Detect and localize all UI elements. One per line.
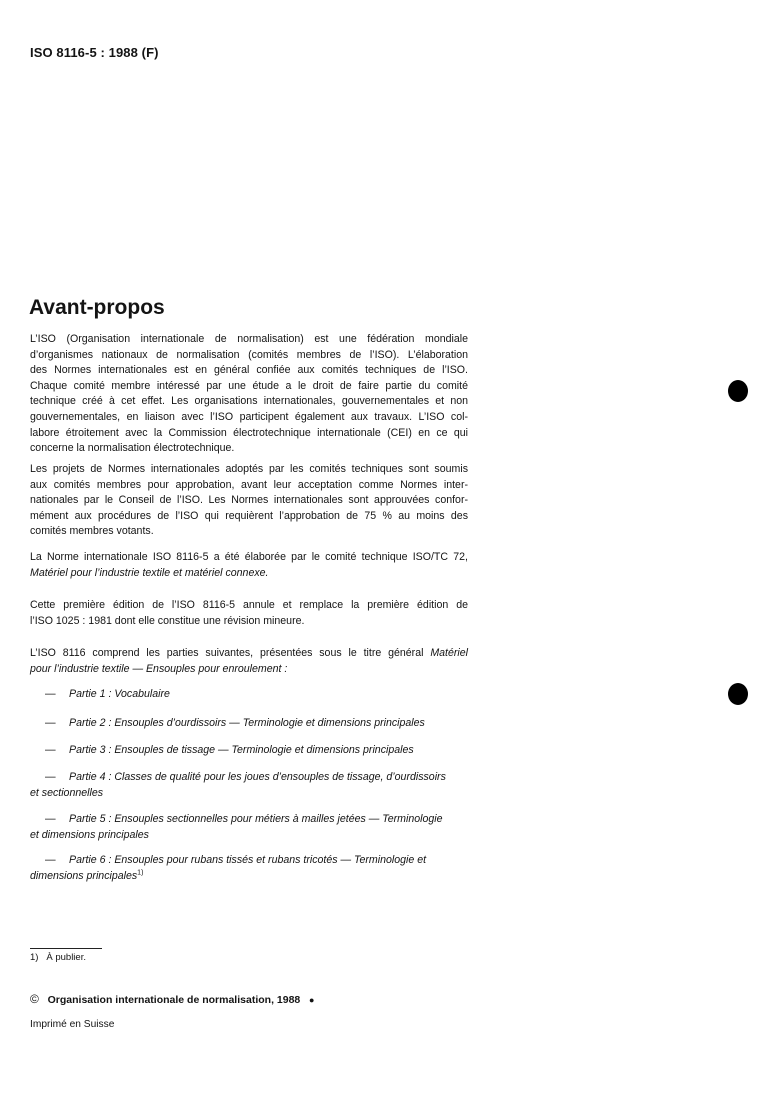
paragraph-iso-intro <box>30 332 468 457</box>
copyright-line <box>30 992 314 1006</box>
part-title: Partie 4 : Classes de qualité pour les joues d’ensouples de tissage, d’ourdissoirs <box>69 771 446 783</box>
list-item <box>30 853 469 884</box>
footnote-ref: 1) <box>137 869 144 877</box>
text-line: comités membres votants. <box>30 525 154 538</box>
text-line: Les projets de Normes internationales adoptés par les comités techniques sont soumis <box>30 463 468 475</box>
list-item <box>30 770 469 801</box>
text-line: mément aux procédures de l’ISO qui requièrent l’approbation de 75 % au moins des <box>30 509 468 522</box>
punch-hole-icon <box>728 683 748 705</box>
copyright-icon: © <box>30 992 39 1006</box>
list-dash: — <box>45 771 56 783</box>
part-title-cont: et sectionnelles <box>30 786 104 799</box>
list-item <box>30 812 469 843</box>
text-line: l’ISO 1025 : 1981 dont elle constitue une révision mineure. <box>30 614 305 627</box>
list-dash: — <box>45 854 56 866</box>
list-dash: — <box>45 688 56 700</box>
footnote-text: À publier. <box>46 952 86 963</box>
section-title: Avant-propos <box>29 296 165 319</box>
paragraph-approval <box>30 462 468 540</box>
part-title-cont: dimensions principales <box>30 869 138 882</box>
text-line: technique créé à cet effet. Les organisations internationales, gouvernementales et non <box>30 395 468 408</box>
general-title-start: Matériel <box>430 647 468 659</box>
text-line: La Norme internationale ISO 8116-5 a été élaborée par le comité technique ISO/TC 72, <box>30 551 468 563</box>
text-line: des Normes internationales est en général confiée aux comités techniques de l’ISO. <box>30 364 468 377</box>
part-title: Partie 5 : Ensouples sectionnelles pour métiers à mailles jetées — Terminologie <box>69 813 443 825</box>
text-line: Cette première édition de l’ISO 8116-5 annule et remplace la première édition de <box>30 599 468 611</box>
text-line: L’ISO (Organisation internationale de normalisation) est une fédération mondiale <box>30 333 468 345</box>
document-id: ISO 8116-5 : 1988 (F) <box>30 45 159 60</box>
part-title: Partie 6 : Ensouples pour rubans tissés et rubans tricotés — Terminologie et <box>69 854 427 866</box>
footnote <box>30 952 86 963</box>
text-line: concerne la normalisation électrotechnique. <box>30 442 235 455</box>
bullet-icon: ● <box>309 995 315 1005</box>
paragraph-preparation <box>30 550 468 581</box>
part-title: Partie 1 : Vocabulaire <box>69 688 170 700</box>
list-dash: — <box>45 744 56 756</box>
paragraph-parts-intro <box>30 646 468 677</box>
part-title-cont: et dimensions principales <box>30 828 149 841</box>
part-title: Partie 3 : Ensouples de tissage — Terminologie et dimensions principales <box>69 744 414 756</box>
list-item <box>45 743 469 759</box>
punch-hole-icon <box>728 380 748 402</box>
footnote-divider <box>30 948 102 949</box>
part-title: Partie 2 : Ensouples d’ourdissoirs — Terminologie et dimensions principales <box>69 717 425 729</box>
list-dash: — <box>45 717 56 729</box>
list-dash: — <box>45 813 56 825</box>
text-line: aux comités membres pour approbation, avant leur acceptation comme Normes inter- <box>30 478 468 491</box>
text-line: labore étroitement avec la Commission électrotechnique internationale (CEI) en ce qui <box>30 426 468 439</box>
paragraph-edition <box>30 598 468 629</box>
committee-title: Matériel pour l’industrie textile et matériel connexe. <box>30 566 269 579</box>
footnote-marker: 1) <box>30 952 39 963</box>
printed-in: Imprimé en Suisse <box>30 1019 115 1030</box>
text-line: nationales par le Conseil de l’ISO. Les Normes internationales sont approuvées confor- <box>30 494 468 507</box>
list-item <box>45 716 469 732</box>
text-line: Chaque comité membre intéressé par une étude a le droit de faire partie du comité <box>30 379 468 392</box>
text-normal: L’ISO 8116 comprend les parties suivantes, présentées sous le titre général <box>30 647 431 659</box>
text-line: gouvernementales, en liaison avec l’ISO participent également aux travaux. L’ISO col- <box>30 410 468 423</box>
list-item <box>45 687 469 703</box>
text-line <box>30 646 468 662</box>
general-title-end: pour l’industrie textile — Ensouples pour enroulement : <box>30 662 288 675</box>
text-line: d’organismes nationaux de normalisation (comités membres de l’ISO). L’élaboration <box>30 348 468 361</box>
copyright-text: Organisation internationale de normalisation, 1988 <box>47 994 301 1006</box>
